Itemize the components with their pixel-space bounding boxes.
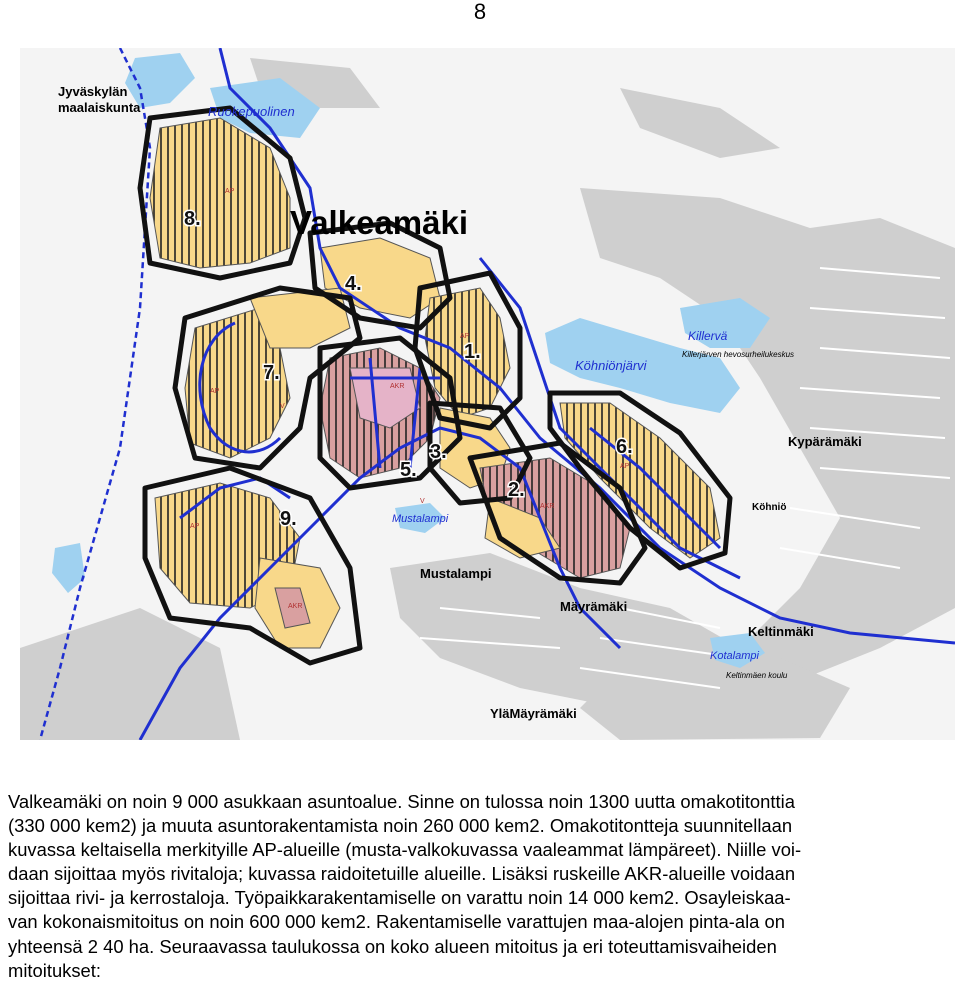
area-number-8: 8. (184, 208, 201, 230)
label-killerva: Killervä (688, 329, 728, 343)
label-keltinmaen-koulu: Keltinmäen koulu (726, 671, 788, 680)
paragraph-line: kuvassa keltaisella merkityille AP-alueille (musta-valkokuvassa vaaleammat lämpäreet). Niille voi- (8, 839, 802, 861)
area-number-4: 4. (345, 273, 362, 295)
zone-code-v: V (280, 403, 285, 410)
paragraph-line: yhteensä 2 40 ha. Seuraavassa taulukossa on koko alueen mitoitus ja eri toteuttamisvaiheiden (8, 935, 777, 957)
zone-code-ap: AP (210, 388, 220, 395)
master-plan-map (20, 48, 955, 740)
label-ruokepuolinen: Ruokepuolinen (208, 104, 295, 119)
description-paragraph (8, 790, 952, 983)
label-keltinmaki: Keltinmäki (748, 624, 814, 639)
label-kohnionjarvi: Köhniönjärvi (575, 358, 647, 373)
label-mustalampi: Mustalampi (420, 566, 492, 581)
label-mayramaki: Mäyrämäki (560, 599, 628, 614)
paragraph-line: mitoitukset: (8, 959, 102, 981)
zone-code-akr: AKR (540, 503, 555, 510)
label-kyparamaki: Kypärämäki (788, 434, 862, 449)
label-hevosurheilukeskus: Killerjärven hevosurheilukeskus (682, 350, 795, 359)
zone-code-ap: AP (190, 523, 200, 530)
area-number-1: 1. (464, 341, 481, 363)
zone-code-v: V (420, 498, 425, 505)
area-number-9: 9. (280, 508, 297, 530)
label-kotalampi: Kotalampi (710, 650, 759, 662)
area-number-2: 2. (508, 479, 525, 501)
zone-code-ap: AP (620, 463, 630, 470)
area-number-6: 6. (616, 436, 633, 458)
page-number: 8 (473, 0, 487, 24)
zone-code-ap: AP (460, 333, 470, 340)
area-number-3: 3. (430, 441, 447, 463)
paragraph-line: daan sijoittaa myös rivitaloja; kuvassa raidoitetuille alueille. Lisäksi ruskeille AKR-alueille voidaan (8, 863, 796, 885)
label-kohnio: Köhniö (752, 502, 787, 513)
paragraph-line: (330 000 kem2) ja muuta asuntorakentamista noin 260 000 kem2. Omakotitontteja suunnitellaan (8, 815, 793, 837)
label-ylamayramaki: YläMäyrämäki (490, 706, 577, 721)
label-mustalampi-lake: Mustalampi (392, 513, 449, 525)
label-jyvaskyla-2: maalaiskunta (58, 100, 141, 115)
paragraph-line: van kokonaismitoitus on noin 600 000 kem2. Rakentamiselle varattujen maa-alojen pinta-ala on (8, 911, 785, 933)
paragraph-line: Valkeamäki on noin 9 000 asukkaan asuntoalue. Sinne on tulossa noin 1300 uutta omakotitonttia (8, 791, 795, 812)
paragraph-line: sijoittaa rivi- ja kerrostaloja. Työpaikkarakentamiselle on varattu noin 14 000 kem2. Osayleiskaa- (8, 887, 791, 909)
zone-code-akr: AKR (288, 603, 303, 610)
label-jyvaskyla-1: Jyväskylän (58, 84, 128, 99)
map-title: Valkeamäki (290, 204, 468, 241)
area-number-5: 5. (400, 459, 417, 481)
zone-code-ap: AP (225, 188, 235, 195)
area-number-7: 7. (263, 362, 280, 384)
zone-code-akr: AKR (390, 383, 405, 390)
